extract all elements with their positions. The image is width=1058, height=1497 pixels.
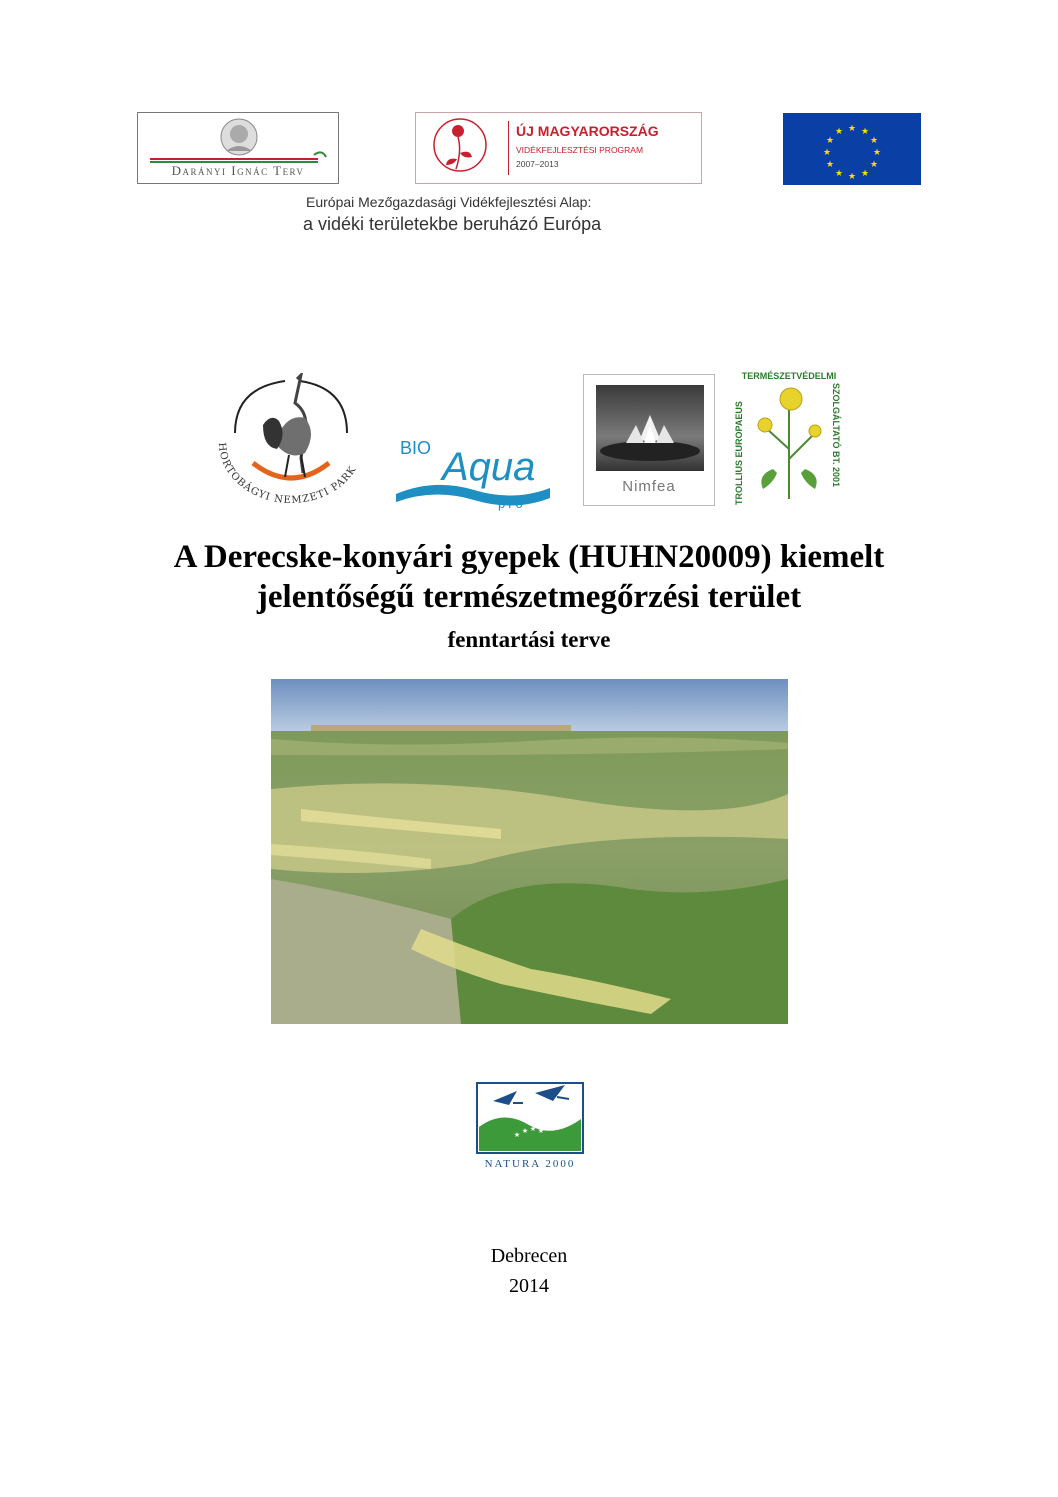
ujm-years: 2007–2013 bbox=[516, 159, 559, 169]
nimfea-logo bbox=[583, 374, 715, 506]
flower-icon bbox=[416, 113, 506, 183]
eafrd-line1: Európai Mezőgazdasági Vidékfejlesztési Alap: bbox=[306, 194, 592, 210]
natura-birds-icon bbox=[473, 1079, 587, 1171]
svg-text:★: ★ bbox=[521, 1127, 529, 1135]
document-subtitle: fenntartási terve bbox=[447, 627, 611, 652]
svg-text:★: ★ bbox=[847, 124, 857, 134]
hnp-ring-text: HORTOBÁGYI NEMZETI PARK bbox=[215, 442, 359, 507]
trollius-right-text: SZOLGÁLTATÓ BT. 2001 bbox=[831, 383, 841, 488]
svg-text:★: ★ bbox=[529, 1125, 537, 1133]
title-line-2: jelentőségű természetmegőrzési terület bbox=[256, 579, 802, 615]
svg-text:★: ★ bbox=[825, 136, 835, 146]
trollius-logo bbox=[733, 369, 845, 507]
daranyi-ignac-terv-logo bbox=[137, 112, 339, 184]
svg-text:★: ★ bbox=[847, 172, 857, 182]
eafrd-line2: a vidéki területekbe beruházó Európa bbox=[303, 214, 602, 234]
svg-text:★: ★ bbox=[834, 127, 844, 137]
bioaqua-pro-logo bbox=[394, 428, 552, 512]
svg-text:★: ★ bbox=[869, 160, 879, 170]
svg-text:★: ★ bbox=[860, 169, 870, 179]
eu-flag bbox=[783, 113, 921, 185]
crane-icon bbox=[205, 373, 377, 508]
natura-label: NATURA 2000 bbox=[484, 1158, 576, 1170]
natura-2000-logo bbox=[473, 1079, 587, 1171]
ujm-title: ÚJ MAGYARORSZÁG bbox=[516, 123, 659, 139]
bioaqua-pro-text: pro bbox=[498, 496, 526, 511]
svg-text:★: ★ bbox=[872, 148, 882, 158]
ujm-separator bbox=[508, 121, 509, 175]
trollius-flower-icon bbox=[733, 369, 845, 507]
uj-magyarorszag-logo bbox=[415, 112, 702, 184]
water-lily-photo bbox=[596, 385, 704, 471]
hortobagyi-nemzeti-park-logo bbox=[205, 373, 377, 508]
bioaqua-aqua-text: Aqua bbox=[442, 445, 536, 489]
svg-text:★: ★ bbox=[860, 127, 870, 137]
svg-text:★: ★ bbox=[834, 169, 844, 179]
svg-text:★: ★ bbox=[822, 148, 832, 158]
title-line-1: A Derecske-konyári gyepek (HUHN20009) kiemelt bbox=[173, 539, 885, 575]
svg-text:★: ★ bbox=[513, 1131, 521, 1139]
daranyi-logo-text: Darányi Ignác Terv bbox=[171, 163, 305, 178]
publication-year: 2014 bbox=[509, 1275, 549, 1297]
trollius-left-text: TROLLIUS EUROPAEUS bbox=[734, 401, 744, 505]
grassland-landscape-image bbox=[271, 679, 788, 1024]
document-title bbox=[60, 537, 998, 617]
nimfea-label: Nimfea bbox=[622, 478, 676, 495]
trollius-top-text: TERMÉSZETVÉDELMI bbox=[741, 371, 837, 381]
water-wave-icon bbox=[394, 428, 552, 512]
svg-text:★: ★ bbox=[825, 160, 835, 170]
ujm-subtitle: VIDÉKFEJLESZTÉSI PROGRAM bbox=[516, 145, 644, 155]
grassland-photo bbox=[271, 679, 788, 1024]
svg-text:★: ★ bbox=[869, 136, 879, 146]
svg-text:★: ★ bbox=[537, 1127, 545, 1135]
water-lily-icon bbox=[596, 385, 704, 471]
bioaqua-bio-text: BIO bbox=[400, 438, 432, 458]
eu-stars-icon bbox=[783, 113, 921, 185]
publication-city: Debrecen bbox=[490, 1245, 568, 1267]
